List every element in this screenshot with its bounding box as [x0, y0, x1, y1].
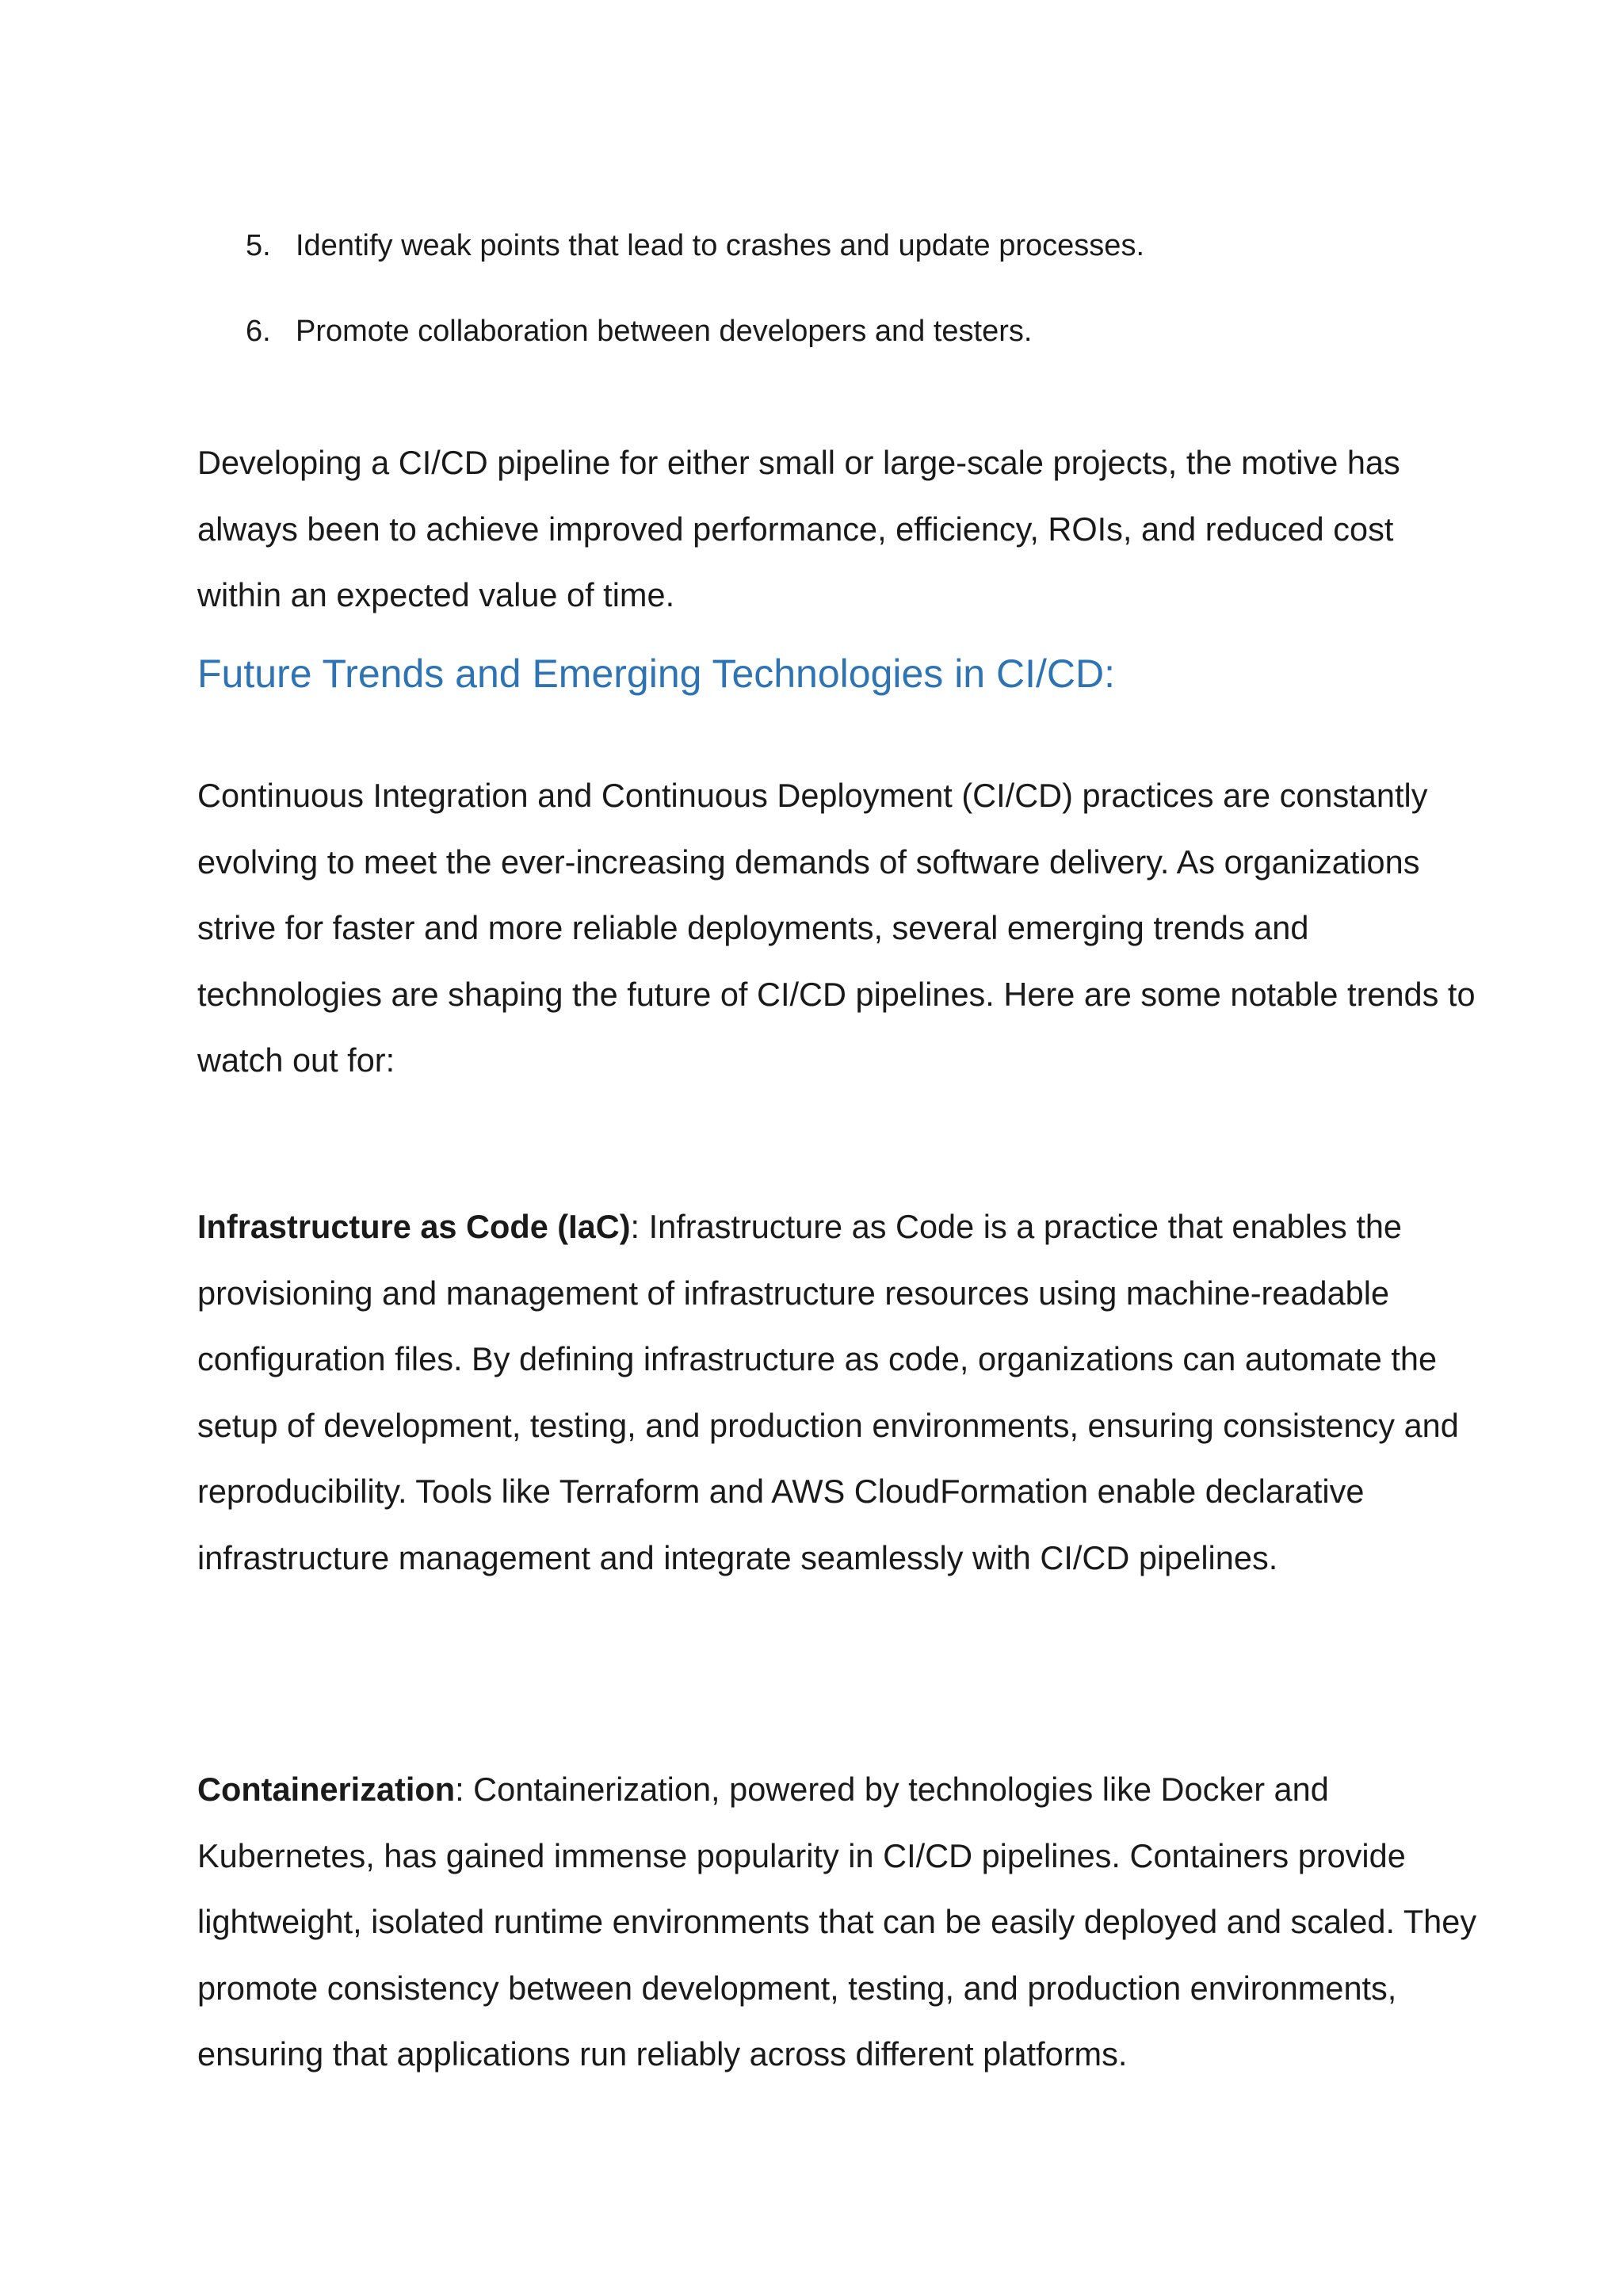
list-item-text: Identify weak points that lead to crashes and update processes. — [296, 229, 1144, 262]
list-item-number: 5. — [246, 229, 271, 262]
trend-description: Containerization, powered by technologies like Docker and Kubernetes, has gained immense popularity in CI/CD pipelines. Containers provide lightweight, isolated runtime environments that can be easily deployed and scaled. They promote consistency between development, testing, and production environments, ensuring that applications run reliably across different platforms. — [197, 1771, 1477, 2073]
trend-paragraph-iac — [197, 1194, 1481, 1591]
list-item-text: Promote collaboration between developers and testers. — [296, 315, 1033, 348]
section-intro-paragraph: Continuous Integration and Continuous Deployment (CI/CD) practices are constantly evolving to meet the ever-increasing demands of software delivery. As organizations strive for faster and more reliable deployments, several emerging trends and technologies are shaping the future of CI/CD pipelines. Here are some notable trends to watch out for: — [197, 777, 1476, 1079]
intro-paragraph: Developing a CI/CD pipeline for either small or large-scale projects, the motive has always been to achieve improved performance, efficiency, ROIs, and reduced cost within an expected value of time. — [197, 444, 1400, 613]
list-item-number: 6. — [246, 315, 271, 348]
trend-term: Containerization — [197, 1771, 456, 1808]
section-heading: Future Trends and Emerging Technologies in CI/CD: — [197, 651, 1116, 696]
trend-term: Infrastructure as Code (IaC) — [197, 1208, 631, 1245]
trend-paragraph-containerization — [197, 1756, 1481, 2088]
trend-description: Infrastructure as Code is a practice that enables the provisioning and management of infrastructure resources using machine-readable configuration files. By defining infrastructure as code, organizations can automate the setup of development, testing, and production environments, ensuring consistency and reproducibility. Tools like Terraform and AWS CloudFormation enable declarative infrastructure management and integrate seamlessly with CI/CD pipelines. — [197, 1208, 1459, 1576]
trend-separator: : — [455, 1771, 464, 1808]
trend-separator: : — [630, 1208, 640, 1245]
